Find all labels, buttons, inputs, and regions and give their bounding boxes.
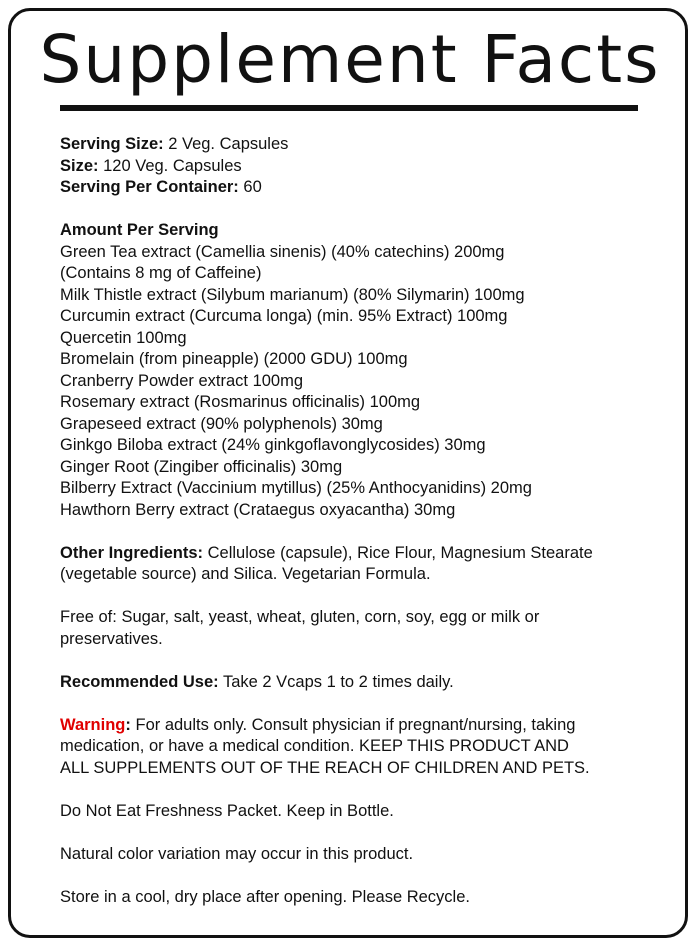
- spacer: [60, 865, 660, 887]
- recommended-use-row: [60, 672, 660, 694]
- ingredient-item: Bilberry Extract (Vaccinium mytillus) (25% Anthocyanidins) 20mg: [60, 479, 532, 497]
- ingredient-item: Grapeseed extract (90% polyphenols) 30mg: [60, 414, 383, 433]
- ingredient-list: [60, 242, 660, 522]
- other-ingredients-text: Cellulose (capsule), Rice Flour, Magnesium Stearate: [207, 543, 593, 562]
- ingredient-item: Cranberry Powder extract 100mg: [60, 371, 304, 390]
- size-value: 120 Veg. Capsules: [103, 156, 242, 175]
- title-divider: [60, 105, 638, 111]
- size-row: [60, 156, 660, 178]
- ingredient-item: Hawthorn Berry extract (Crataegus oxyacantha) 30mg: [60, 500, 456, 519]
- ingredient-item: Rosemary extract (Rosmarinus officinalis) 100mg: [60, 393, 421, 411]
- warning-line-3: ALL SUPPLEMENTS OUT OF THE REACH OF CHILDREN AND PETS.: [60, 758, 590, 777]
- ingredient-item: Milk Thistle extract (Silybum marianum) (80% Silymarin) 100mg: [60, 285, 525, 304]
- warning-colon: :: [125, 715, 131, 734]
- ingredient-item: Ginkgo Biloba extract (24% ginkgoflavonglycosides) 30mg: [60, 436, 486, 454]
- spacer: [60, 693, 660, 715]
- spacer: [60, 822, 660, 844]
- free-of-line-1: Free of: Sugar, salt, yeast, wheat, gluten, corn, soy, egg or milk or: [60, 608, 540, 626]
- other-ingredients-line-2: (vegetable source) and Silica. Vegetarian Formula.: [60, 565, 431, 583]
- warning-text: For adults only. Consult physician if pregnant/nursing, taking: [135, 715, 576, 734]
- serving-size-value: 2 Veg. Capsules: [168, 135, 289, 153]
- other-ingredients-line-1: [60, 543, 660, 565]
- amount-heading-text: Amount Per Serving: [60, 221, 219, 239]
- ingredient-item: Quercetin 100mg: [60, 328, 187, 347]
- recommended-use-text: Take 2 Vcaps 1 to 2 times daily.: [222, 672, 454, 691]
- recommended-use-label: Recommended Use:: [60, 672, 219, 691]
- page-title: Supplement Facts: [39, 21, 661, 98]
- ingredient-item: Curcumin extract (Curcuma longa) (min. 95% Extract) 100mg: [60, 307, 508, 325]
- ingredient-item: Green Tea extract (Camellia sinenis) (40% catechins) 200mg: [60, 242, 505, 261]
- spacer: [60, 199, 660, 221]
- facts-content: [60, 134, 660, 908]
- spacer: [60, 779, 660, 801]
- storage-note: Store in a cool, dry place after opening. Please Recycle.: [60, 887, 470, 906]
- warning-line-2: medication, or have a medical condition. KEEP THIS PRODUCT AND: [60, 737, 569, 755]
- other-ingredients-label: Other Ingredients:: [60, 543, 204, 562]
- serving-size-label: Serving Size:: [60, 135, 164, 153]
- warning-line-1: [60, 715, 660, 737]
- serving-size-row: [60, 134, 660, 156]
- spacer: [60, 586, 660, 608]
- ingredient-item: (Contains 8 mg of Caffeine): [60, 264, 262, 282]
- ingredient-item: Bromelain (from pineapple) (2000 GDU) 100mg: [60, 350, 408, 368]
- free-of-line-2: preservatives.: [60, 629, 163, 648]
- servings-per-container-label: Serving Per Container:: [60, 178, 239, 196]
- size-label: Size:: [60, 156, 99, 175]
- spacer: [60, 650, 660, 672]
- servings-per-container-row: [60, 177, 660, 199]
- color-variation-note: Natural color variation may occur in this product.: [60, 844, 414, 863]
- warning-label: Warning: [60, 715, 126, 734]
- spacer: [60, 521, 660, 543]
- amount-heading: [60, 220, 660, 242]
- servings-per-container-value: 60: [243, 178, 262, 196]
- freshness-packet-note: Do Not Eat Freshness Packet. Keep in Bottle.: [60, 801, 394, 820]
- ingredient-item: Ginger Root (Zingiber officinalis) 30mg: [60, 457, 343, 476]
